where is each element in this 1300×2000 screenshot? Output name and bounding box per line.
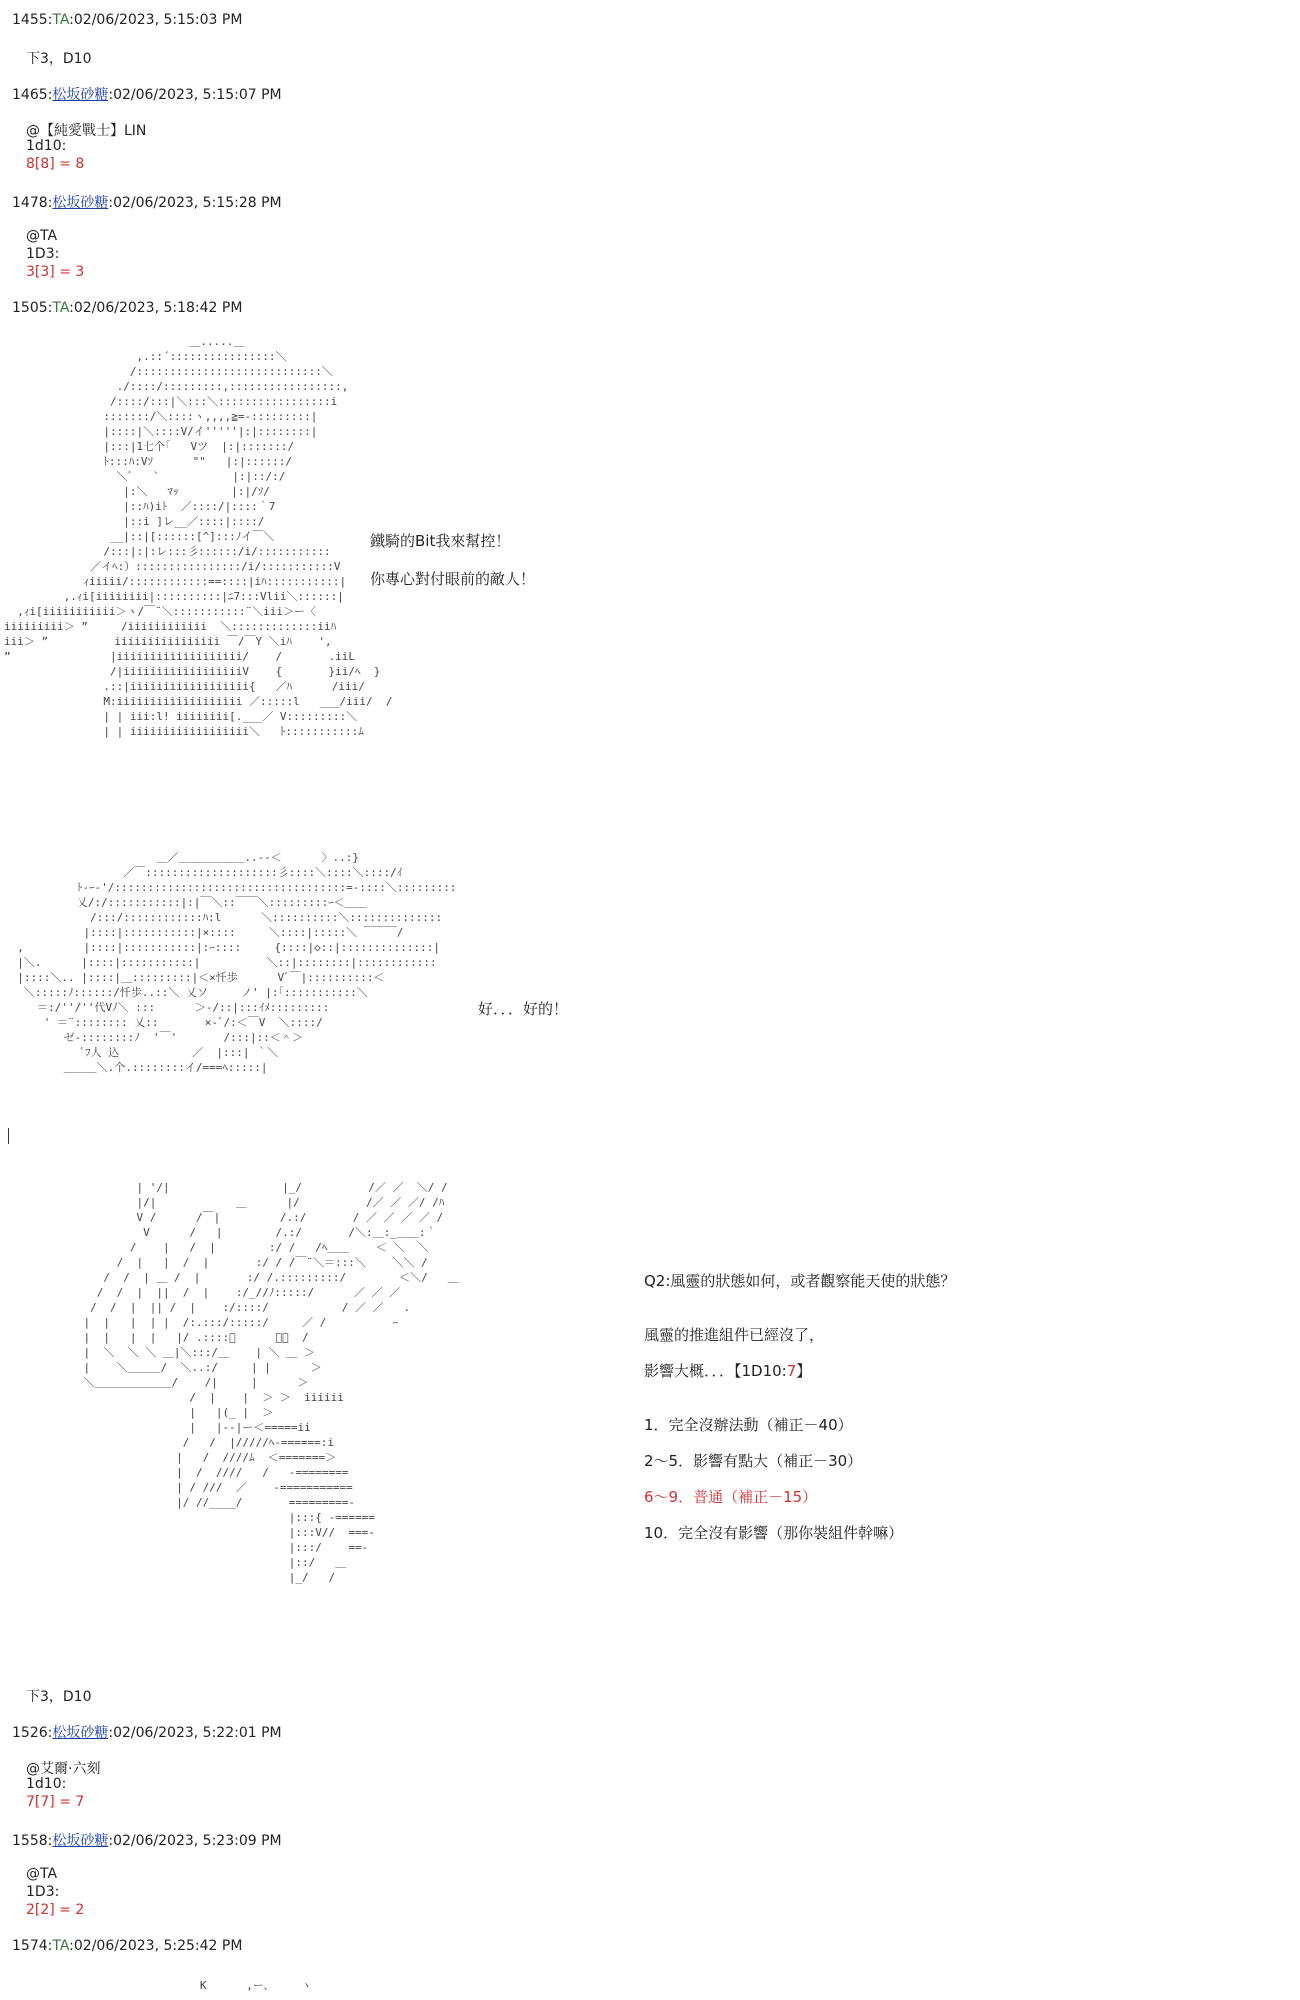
- dice-result: 2[2] = 2: [26, 1902, 85, 1918]
- ascii-art-character: ＿.....＿ ,.::´::::::::::::::::＼ /::::::::::::::::::::::::::::＼ ./::::/:::::::::,:::::::::::::::::, /::::/:::|＼:::＼:::::::::::::::::i :::::::/＼::::ヽ,,,,≧=-:::::::::| |::::|＼::::V/イ'''''|:|::::::::| |:::|1七个｢ Vツ |:|:::::::/ ﾄ:::ﾊ:Vｿ "" |:|::::::/ ＼ﾞ ` |:|::/:/ |:＼ ﾏｯ |:|/ｿ/ |::ﾊ)iﾄ ／::::/|::::｀7 |::i ]レ__／::::|::::/ __|::|[::::::[^]:::ﾉイ￣＼ /:::|:|:レ:::彡::::::/i/::::::::::: ／イﾍ:）::::::::::::::::/i/:::::::::::V ｨiiiii/::::::::::::==::::|iﾊ:::::::::::| ,.ｨi[iiiiiiii|::::::::::|ﾆ7:::Vlii＼::::::| ,ｨi[iiiiiiiiiii＞ヽ/￣¨＼:::::::::::¨＼iii＞ー〈 iiiiiiiii＞ ” /iiiiiiiiiiii ＼:::::::::::::iiﾊ iii＞ ” iiiiiiiiiiiiiiii ￣/￣Y ＼iﾊ ', ” |iiiiiiiiiiiiiiiiiii/ / .iiL /|iiiiiiiiiiiiiiiiiiV { }ii/ﾍ } .::|iiiiiiiiiiiiiiiiii{ ／ﾊ /iii/ M:iiiiiiiiiiiiiiiiiii ／:::::l ___/iii/ / | | iii:l! iiiiiiii[.___／ V:::::::::＼ | | iiiiiiiiiiiiiiiiii＼ ﾄ:::::::::::ﾑ: [4, 335, 393, 738]
- poster-name: TA: [52, 300, 70, 316]
- question-text: Q2:風靈的狀態如何，或者觀察能天使的狀態？: [644, 1272, 956, 1290]
- post-time: 02/06/2023, 5:15:03 PM: [73, 12, 243, 28]
- post-number: 1574: [12, 1938, 48, 1954]
- post-header: 1574:TA:02/06/2023, 5:25:42 PM: [12, 1938, 243, 1954]
- option-item: 1．完全沒辦法動（補正－40）: [644, 1416, 853, 1434]
- post-number: 1478: [12, 195, 48, 211]
- post-text: 下3，D10: [26, 1689, 92, 1705]
- option-item: 10．完全沒有影響（那你裝組件幹嘛）: [644, 1524, 904, 1542]
- roll-suffix: 】: [796, 1362, 812, 1380]
- post-time: 02/06/2023, 5:18:42 PM: [73, 300, 243, 316]
- post-time: 02/06/2023, 5:23:09 PM: [113, 1833, 282, 1849]
- option-item-selected: 6～9．普通（補正－15）: [644, 1488, 818, 1506]
- post-text: @艾爾·六刻: [26, 1761, 101, 1777]
- dialogue-line: 鐵騎的Bit我來幫控！: [370, 532, 511, 550]
- post-header: 1478:松坂砂糖:02/06/2023, 5:15:28 PM: [12, 195, 282, 211]
- post-number: 1505: [12, 300, 48, 316]
- dice-result: 3[3] = 3: [26, 264, 85, 280]
- post-number: 1526: [12, 1725, 48, 1741]
- post-number: 1558: [12, 1833, 48, 1849]
- post-number: 1455: [12, 12, 48, 28]
- text-cursor: [8, 1128, 9, 1144]
- description-text: 風靈的推進組件已經沒了，: [644, 1326, 825, 1344]
- post-header: 1558:松坂砂糖:02/06/2023, 5:23:09 PM: [12, 1833, 282, 1849]
- post-text: 1D3:: [26, 1884, 60, 1900]
- ascii-art-partial: K ,ー、 ヽ: [180, 1979, 312, 1992]
- post-header: 1455:TA:02/06/2023, 5:15:03 PM: [12, 12, 243, 28]
- post-header: 1505:TA:02/06/2023, 5:18:42 PM: [12, 300, 243, 316]
- post-text: 1D3:: [26, 246, 60, 262]
- post-time: 02/06/2023, 5:22:01 PM: [113, 1725, 282, 1741]
- post-text: @【純愛戰士】LIN: [26, 123, 147, 139]
- roll-value: 7: [786, 1362, 797, 1380]
- ascii-art-mecha: | '/| |_/ /／ ／ ＼/ / |/| ＿ |/ /／ ／ ／/ /ﾊ V / /￣| /.:/ / ／ ／ ／ ／ / V / | /.:/ /＼:＿:_＿＿:｀ / | / | :/ / /ﾍ＿＿ ＜ ＼ ＼ / | | / | :/ / /￣¨＼＝:::＼ ＼＼ / / / | ＿ / | :/ /.:::::::::/ ＜＼/ ＿ / / | || / | :/_//ﾉ:::::/ ／ ／ ／ / / | || / | :/::::/ / ／ ／ . | | | | | /:.:::/:::::/ ／ / ｰ | | | | |/ .::::ﾞ ＼＿ / | ＼ ＼ ＼ ＿|＼:::/＿ | ＼ ＿ ＞ | ＼＿＿＿/ ＼..:/ | | ＞ ＼＿＿＿＿＿＿＿/ /| | ＞ / | | ＞ ＞ iiiiii | |(_ | ＞ | |--|ー＜=====ii / / |/////ﾍ-======:i | / ////ﾑ ＜=======＞ | / //// / -======== | / /// ／ -=========== |/ //____/ =========- |:::{ -====== |:::V// ===- |:::/ ==- |::/ ＿ |_/ /: [83, 1181, 459, 1584]
- poster-name-link[interactable]: 松坂砂糖: [52, 1725, 109, 1741]
- post-text: 1d10:: [26, 1776, 67, 1792]
- ascii-art-character: ＿／＿＿＿＿＿＿..--＜ 〉..:} ／￣::::::::::::::::::::彡::::＼::::＼::::/ｲ ﾄ-ｰ-'/:::::::::::::::::::::::::::::::::::=-::::＼::::::::: 乂/:/:::::::::::|:|￣＼::￣￣＼:::::::::ｰ＜＿＿ /:::/::::::::::::ﾊ:l ＼::::::::::＼:::::::::::::: |::::|:::::::::::|×:::: ＼::::|:::::＼ ￣￣￣/ , |::::|:::::::::::|:ｰ:::: {::::|◇::|::::::::::::::| |＼. |::::|:::::::::::| ＼::|::::::::|:::::::::::: |::::＼.. |::::|＿:::::::::|＜×忏歩 Vﾞ￣|::::::::::＜ ＼:::::ﾉ::::::/忏歩..::＼ 乂ソ ノ' |:｢:::::::::::＼ ＝:/''/''代Vﾉ＼ ::: ＞-/::|:::ｲﾒ::::::::: ' ＝¨:::::::: 乂:: ×-ﾞ/:＜￣V ＼::::/ ゼ-::::::::ﾉ '￣' /:::|::＜＾＞ ﾞﾌ人 込 ／ |:::| ｀＼ ＿＿＿＼.个.::::::::イ/===ﾍ:::::|: [17, 851, 457, 1074]
- post-text: @TA: [26, 228, 58, 244]
- post-time: 02/06/2023, 5:15:28 PM: [113, 195, 282, 211]
- poster-name-link[interactable]: 松坂砂糖: [52, 195, 109, 211]
- post-text: 1d10:: [26, 138, 67, 154]
- dialogue-line: 你專心對付眼前的敵人！: [370, 570, 536, 588]
- post-header: 1526:松坂砂糖:02/06/2023, 5:22:01 PM: [12, 1725, 282, 1741]
- post-time: 02/06/2023, 5:15:07 PM: [113, 87, 282, 103]
- roll-prefix: 影響大概．．．【1D10:: [644, 1362, 787, 1380]
- dialogue-line: 好．．．好的！: [478, 1000, 569, 1018]
- option-item: 2～5．影響有點大（補正－30）: [644, 1452, 863, 1470]
- poster-name-link[interactable]: 松坂砂糖: [52, 87, 109, 103]
- poster-name: TA: [52, 1938, 70, 1954]
- poster-name-link[interactable]: 松坂砂糖: [52, 1833, 109, 1849]
- dice-result: 8[8] = 8: [26, 156, 85, 172]
- poster-name: TA: [52, 12, 70, 28]
- post-text: @TA: [26, 1866, 58, 1882]
- post-time: 02/06/2023, 5:25:42 PM: [73, 1938, 243, 1954]
- post-header: 1465:松坂砂糖:02/06/2023, 5:15:07 PM: [12, 87, 282, 103]
- post-text: 下3，D10: [26, 51, 92, 67]
- roll-line: [644, 1360, 811, 1381]
- dice-result: 7[7] = 7: [26, 1794, 85, 1810]
- post-number: 1465: [12, 87, 48, 103]
